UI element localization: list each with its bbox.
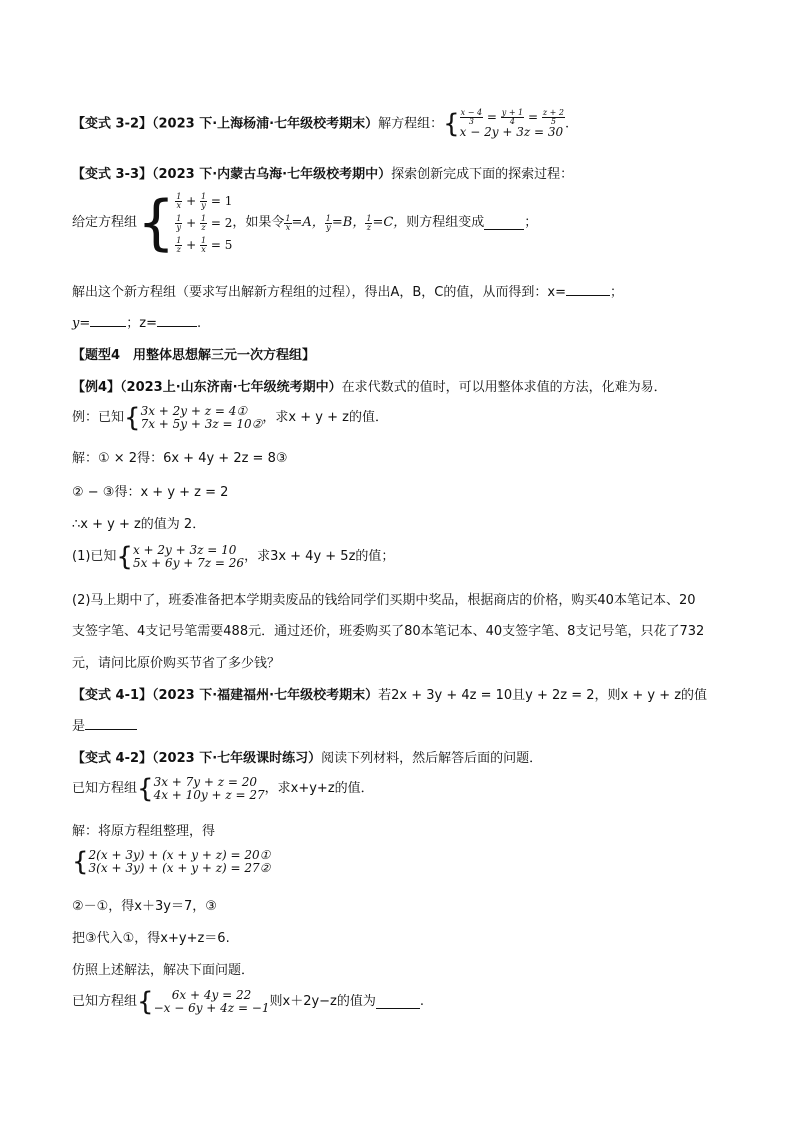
brace-icon: { (137, 987, 154, 1017)
fraction: $\frac{y + 1}{4}$ (501, 108, 524, 126)
brace-icon: { (116, 542, 133, 572)
example-tag: 【例4】 (72, 380, 121, 395)
fraction: $\frac{z + 2}{5}$ (542, 108, 564, 126)
solution-intro: 解：将原方程组整理，得 (72, 824, 216, 839)
given-system-line: 给定方程组{ $\frac{1}{x}$ + $\frac{1}{y}$ = 1 $\frac{1}{y}$ + $\frac{1}{z}$ = 2 $\frac{1}{z}$ + $\frac{1}{x}$ = 5 ，如果令 $\frac{1}{x}$ =A， $\frac{1}{y}$ =B， $\frac{1}{z}$ =C，则方程组变成 ； (72, 188, 538, 258)
question-2-line2: 支签字笔、4支记号笔需要488元．通过还价，班委购买了80本笔记本、40支签字笔、8支记号笔，只花了732 (72, 624, 705, 639)
question-2-line3: 元，请问比原价购买节省了多少钱？ (72, 656, 281, 671)
brace-icon: { (443, 109, 460, 139)
fraction: $\frac{1}{y}$ (325, 213, 331, 232)
solve-text: 解出这个新方程组（要求写出解新方程组的过程），得出A，B，C的值，从而得到：x= (72, 285, 566, 300)
source: （2023 下·七年级课时练习） (152, 751, 322, 766)
source: （2023上·山东济南·七年级统考期中） (120, 380, 342, 395)
solution-step: 解：① × 2得：6x + 4y + 2z = 8③ (72, 451, 288, 466)
rearranged-system (72, 849, 270, 875)
example-4 (72, 379, 667, 397)
equation-system: 6x + 4y = 22 −x − 6y + 4z = −1 (153, 988, 270, 1015)
question-1: (1)已知{ x + 2y + 3z = 10 5x + 6y + 7z = 26 ，求3x + 4y + 5z的值； (72, 542, 395, 572)
equation-row: $\frac{1}{x}$ + $\frac{1}{y}$ = 1 (176, 192, 233, 210)
equation-row: $\frac{x - 4}{3}$ = $\frac{y + 1}{4}$ = $\frac{z + 2}{5}$ (460, 108, 564, 126)
source: （2023 下·内蒙古乌海·七年级校考期中） (152, 167, 392, 182)
solve-line: 解出这个新方程组（要求写出解新方程组的过程），得出A，B，C的值，从而得到：x= ； (72, 285, 623, 300)
variant-tag: 【变式 3-3】 (72, 167, 153, 182)
brace-icon: { (137, 188, 176, 258)
question-text: 解方程组： (378, 116, 444, 132)
equation-row: $\frac{1}{z}$ + $\frac{1}{x}$ = 5 (176, 236, 233, 254)
variant-3-2 (72, 109, 569, 139)
question-text: 在求代数式的值时，可以用整体求值的方法，化难为易． (341, 380, 667, 395)
solution-step: ② − ③得：x + y + z = 2 (72, 485, 229, 500)
variant-3-3 (72, 166, 573, 184)
final-question: 已知方程组{ 6x + 4y = 22 −x − 6y + 4z = −1 则x＋2y−z的值为 . (72, 987, 425, 1017)
then-text: 则方程组变成 (406, 215, 485, 230)
fraction: $\frac{1}{x}$ (285, 213, 291, 232)
section-title: 【题型4 用整体思想解三元一次方程组】 (72, 348, 316, 363)
equation-system: 3x + 2y + z = 4① 7x + 5y + 3z = 10② (140, 404, 263, 431)
solution-step: ∴x + y + z的值为 2． (72, 517, 206, 532)
variant-tag: 【变式 3-2】 (72, 116, 153, 132)
equation-system: 2(x + 3y) + (x + y + z) = 20① 3(x + 3y) + (x + y + z) = 27② (88, 848, 271, 875)
let-text: ，如果令 (232, 215, 285, 230)
equation-row: x − 2y + 3z = 30 (459, 125, 564, 139)
variant-4-1-line2: 是 (72, 717, 137, 736)
reciprocal-system (175, 190, 232, 256)
answer-blank[interactable] (85, 717, 137, 730)
brace-icon: { (72, 847, 89, 877)
answer-blank[interactable] (376, 996, 420, 1009)
answer-blank-z[interactable] (157, 314, 197, 327)
example-given: 例：已知{ 3x + 2y + z = 4① 7x + 5y + 3z = 10② ，求x + y + z的值． (72, 403, 388, 433)
variant-4-2-given: 已知方程组{ 3x + 7y + z = 20 4x + 10y + z = 27 ，求x+y+z的值． (72, 774, 374, 804)
source: （2023 下·上海杨浦·七年级校考期末） (152, 116, 379, 132)
fraction: $\frac{x - 4}{3}$ (460, 108, 483, 126)
source: （2023 下·福建福州·七年级校考期末） (152, 688, 379, 703)
equation-system (460, 109, 565, 139)
answer-blank-x[interactable] (566, 283, 610, 296)
instruction: 仿照上述解法，解决下面问题． (72, 963, 255, 978)
variant-tag: 【变式 4-1】 (72, 688, 153, 703)
question-2-line1: (2)马上期中了，班委准备把本学期卖废品的钱给同学们买期中奖品，根据商店的价格，购买40本笔记本、20 (72, 593, 696, 608)
equation-row: $\frac{1}{y}$ + $\frac{1}{z}$ = 2 (176, 214, 233, 232)
equation-system: 3x + 7y + z = 20 4x + 10y + z = 27 (153, 775, 265, 802)
question-text: 若2x + 3y + 4z = 10且y + 2z = 2，则x + y + z的值 (378, 688, 708, 703)
answer-blank[interactable] (484, 217, 524, 230)
brace-icon: { (137, 774, 154, 804)
answer-blank-y[interactable] (90, 314, 126, 327)
variant-tag: 【变式 4-2】 (72, 751, 153, 766)
brace-icon: { (124, 403, 141, 433)
fraction: $\frac{1}{z}$ (366, 213, 372, 232)
question-text: 探索创新完成下面的探索过程： (391, 167, 574, 182)
yz-line: y= ；z= . (72, 316, 202, 331)
variant-4-2 (72, 750, 542, 768)
period: . (564, 116, 570, 132)
equation-system: x + 2y + 3z = 10 5x + 6y + 7z = 26 (132, 543, 245, 570)
variant-4-1 (72, 687, 707, 705)
question-text: 阅读下列材料，然后解答后面的问题． (321, 751, 543, 766)
solution-step: ②－①，得x＋3y＝7，③ (72, 899, 217, 914)
solution-step: 把③代入①，得x+y+z＝6. (72, 931, 230, 946)
given-label: 给定方程组 (72, 215, 138, 230)
